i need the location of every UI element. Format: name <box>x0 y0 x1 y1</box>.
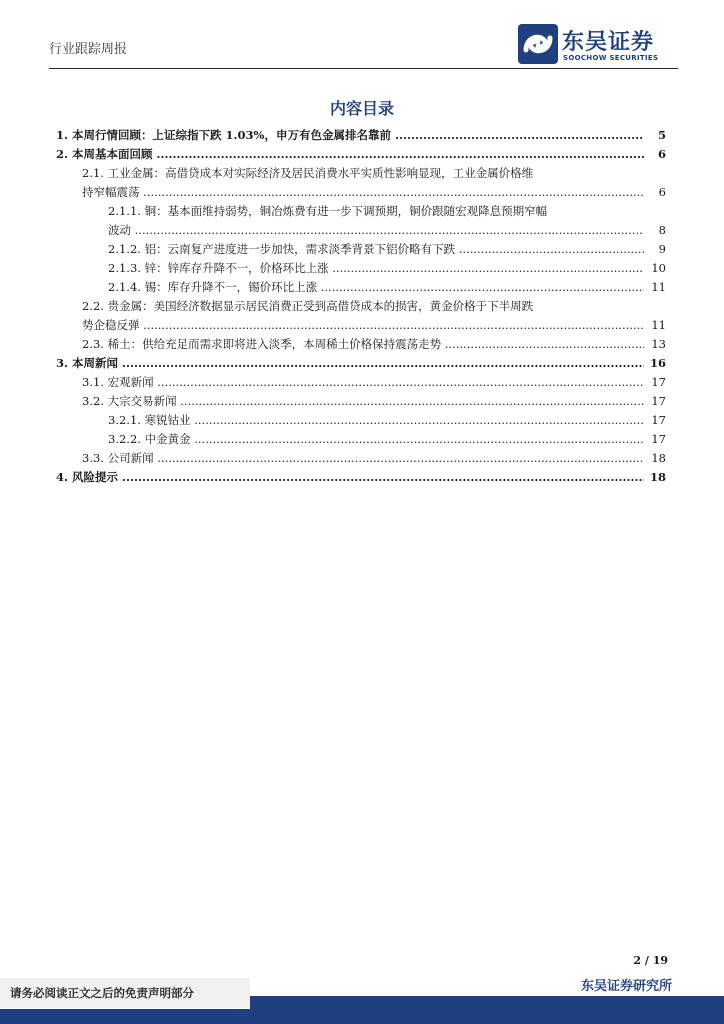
toc-entry-label: 3. 本周新闻 ..... <box>56 354 644 373</box>
toc-entry-2-1-1[interactable] <box>56 202 666 240</box>
header-divider <box>49 68 678 69</box>
toc-entry-label: 3.3. 公司新闻 ..... <box>56 449 644 468</box>
toc-entry-label: 4. 风险提示 ..... <box>56 468 644 487</box>
toc-entry-3-2[interactable] <box>56 392 666 411</box>
toc-entry-label: 3.2.1. 寒锐钴业 ..... <box>56 411 644 430</box>
toc-entry-label-line1: 2.1.1. 铜：基本面维持弱势，铜冶炼费有进一步下调预期，铜价跟随宏观降息预期窄幅 <box>108 204 548 218</box>
toc-entry-2[interactable] <box>56 145 666 164</box>
toc-entry-2-1-2[interactable] <box>56 240 666 259</box>
toc-entry-page: 8 <box>658 223 666 237</box>
toc-entry-2-2[interactable] <box>56 297 666 335</box>
page-indicator: 2 / 19 <box>633 954 668 967</box>
toc-entry-4[interactable] <box>56 468 666 487</box>
toc-entry-page: 17 <box>651 432 666 446</box>
report-type-label: 行业跟踪周报 <box>49 42 128 57</box>
toc-entry-label: 2.1.3. 锌：锌库存升降不一，价格环比上涨 ..... <box>56 259 644 278</box>
toc-entry-2-1-4[interactable] <box>56 278 666 297</box>
toc-entry-3-2-1[interactable] <box>56 411 666 430</box>
company-logo <box>518 24 678 66</box>
toc-entry-2-1-3[interactable] <box>56 259 666 278</box>
toc-entry-label: 2.1.4. 锡：库存升降不一，锡价环比上涨 ..... <box>56 278 644 297</box>
toc-entry-page: 17 <box>651 394 666 408</box>
table-of-contents <box>56 126 666 487</box>
toc-entry-2-3[interactable] <box>56 335 666 354</box>
toc-title: 内容目录 <box>329 99 394 118</box>
toc-entry-3-1[interactable] <box>56 373 666 392</box>
toc-entry-page: 16 <box>649 356 666 370</box>
toc-entry-3-2-2[interactable] <box>56 430 666 449</box>
toc-entry-label: 2. 本周基本面回顾 ..... <box>56 145 644 164</box>
toc-entry-3-3[interactable] <box>56 449 666 468</box>
toc-entry-page: 11 <box>651 280 666 294</box>
logo-chinese-name: 东吴证券 <box>562 30 655 55</box>
toc-entry-page: 11 <box>651 318 666 332</box>
toc-entry-page: 18 <box>649 470 666 484</box>
toc-entry-page: 9 <box>658 242 666 256</box>
footer-organization: 东吴证券研究所 <box>580 979 672 994</box>
toc-entry-2-1[interactable] <box>56 164 666 202</box>
toc-entry-page: 13 <box>651 337 666 351</box>
toc-entry-page: 6 <box>658 185 666 199</box>
disclaimer-notice: 请务必阅读正文之后的免责声明部分 <box>0 978 250 1008</box>
toc-entry-label-line1: 2.2. 贵金属：美国经济数据显示居民消费正受到高借贷成本的损害，黄金价格于下半周跌 <box>82 299 534 313</box>
soochow-logo-icon <box>518 24 558 64</box>
toc-entry-label: 1. 本周行情回顾：上证综指下跌 1.03%，申万有色金属排名靠前 ..... <box>56 126 644 145</box>
toc-entry-label-line2: 波动 ..... <box>56 221 644 240</box>
toc-entry-label: 2.1.2. 铝：云南复产进度进一步加快，需求淡季背景下铝价略有下跌 ..... <box>56 240 644 259</box>
toc-entry-page: 6 <box>657 147 666 161</box>
toc-entry-label: 3.2.2. 中金黄金 ..... <box>56 430 644 449</box>
toc-entry-page: 17 <box>651 375 666 389</box>
toc-entry-label: 3.2. 大宗交易新闻 ..... <box>56 392 644 411</box>
toc-entry-label-line1: 2.1. 工业金属：高借贷成本对实际经济及居民消费水平实质性影响显现，工业金属价格维 <box>82 166 534 180</box>
toc-entry-page: 5 <box>657 128 666 142</box>
logo-english-name: SOOCHOW SECURITIES <box>563 54 659 62</box>
footer-band-right <box>250 996 724 1024</box>
toc-entry-label: 3.1. 宏观新闻 ..... <box>56 373 644 392</box>
toc-entry-label: 2.3. 稀土：供给充足而需求即将进入淡季，本周稀土价格保持震荡走势 ..... <box>56 335 644 354</box>
toc-entry-1[interactable] <box>56 126 666 145</box>
toc-entry-page: 18 <box>651 451 666 465</box>
toc-entry-page: 17 <box>651 413 666 427</box>
toc-entry-label-line2: 势企稳反弹 ..... <box>56 316 644 335</box>
toc-entry-label-line2: 持窄幅震荡 ..... <box>56 183 644 202</box>
toc-entry-3[interactable] <box>56 354 666 373</box>
toc-entry-page: 10 <box>651 261 666 275</box>
